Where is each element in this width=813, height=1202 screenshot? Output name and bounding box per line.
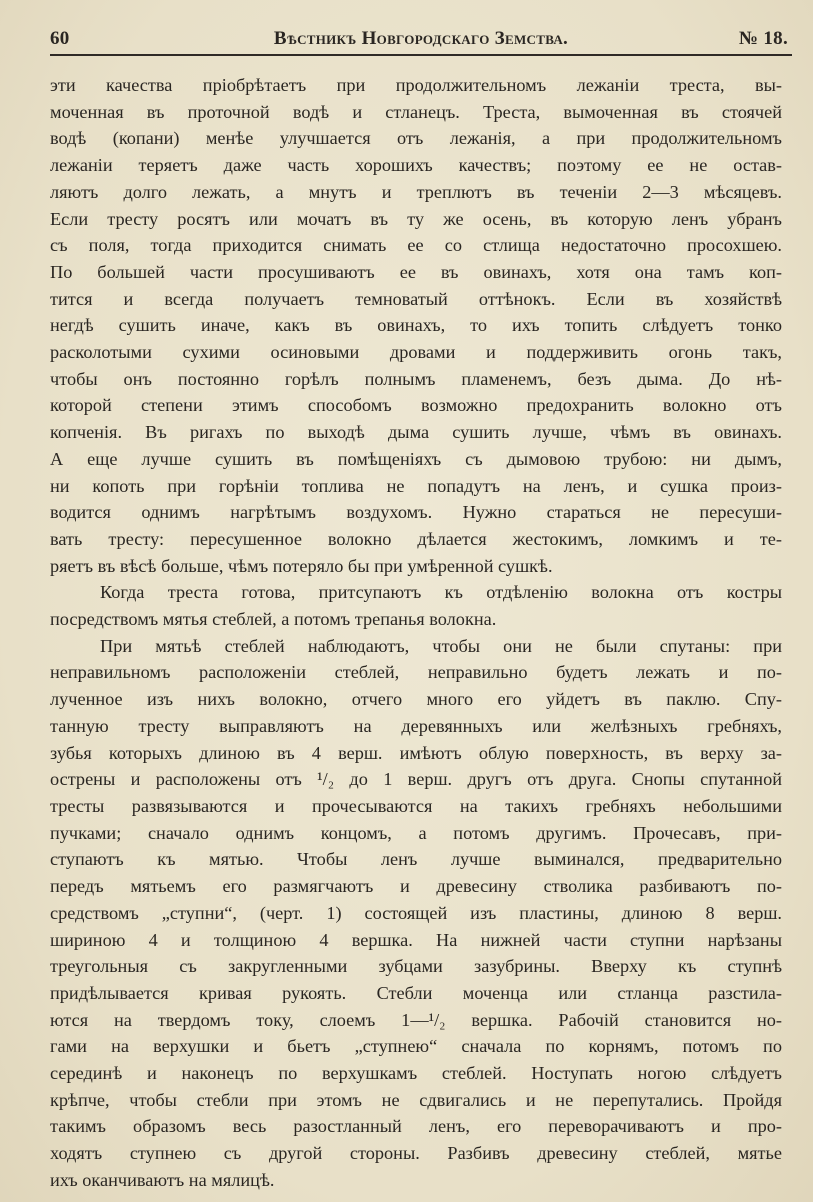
text-line: При мятьѣ стеблей наблюдаютъ, чтобы они не были спутаны: при bbox=[100, 635, 782, 656]
text-line: негдѣ сушить иначе, какъ въ овинахъ, то ихъ топить слѣдуетъ тонко bbox=[50, 315, 782, 336]
text-line: чтобы онъ постоянно горѣлъ полнымъ пламенемъ, безъ дыма. До нѣ- bbox=[50, 368, 782, 389]
text-line: передъ мятьемъ его размягчаютъ и древесину стволика разбиваютъ по- bbox=[50, 876, 782, 897]
text-line: водѣ (копани) менѣе улучшается отъ лежанія, а при продолжительномъ bbox=[50, 128, 782, 149]
text-line: неправильномъ расположеніи стеблей, неправильно будетъ лежать и по- bbox=[50, 662, 782, 683]
text-line: ляютъ долго лежать, а мнутъ и треплютъ въ теченіи 2—3 мѣсяцевъ. bbox=[50, 181, 782, 202]
text-line: лежаніи теряетъ даже часть хорошихъ качествъ; поэтому ее не остав- bbox=[50, 155, 782, 176]
text-line: серединѣ и наконецъ по верхушкамъ стеблей. Ноступать ногою слѣдуетъ bbox=[50, 1063, 782, 1084]
text-line: зубья которыхъ длиною въ 4 верш. имѣютъ облую поверхность, въ верху за- bbox=[50, 742, 782, 763]
text-line: придѣлывается кривая рукоять. Стебли моченца или стланца разстила- bbox=[50, 982, 782, 1003]
text-line: ступаютъ къ мятью. Чтобы ленъ лучше выминался, предварительно bbox=[50, 849, 782, 870]
text-line: треугольныя съ закругленными зубцами зазубрины. Вверху къ ступнѣ bbox=[50, 956, 782, 977]
text-line: гами на верхушки и бьетъ „ступнею“ сначала по корнямъ, потомъ по bbox=[50, 1036, 782, 1057]
article-body bbox=[50, 72, 782, 1194]
journal-title: Вѣстникъ Новгородскаго Земства. bbox=[273, 28, 569, 49]
text-line: танную тресту выправляютъ на деревянныхъ или желѣзныхъ гребняхъ, bbox=[50, 715, 782, 736]
text-line: Если тресту росятъ или мочатъ въ ту же осень, въ которую ленъ убранъ bbox=[50, 208, 782, 229]
text-line: копченія. Въ ригахъ по выходѣ дыма сушить лучше, чѣмъ въ овинахъ. bbox=[50, 422, 782, 443]
text-line: средствомъ „ступни“, (черт. 1) состоящей изъ пластины, длиною 8 верш. bbox=[50, 902, 782, 923]
text-line: ходятъ ступнею съ другой стороны. Разбивъ древесину стеблей, мятье bbox=[50, 1143, 782, 1164]
text-line: ихъ оканчиваютъ на мялицѣ. bbox=[50, 1169, 275, 1190]
text-line: такимъ образомъ весь разостланный ленъ, его переворачиваютъ и про- bbox=[50, 1116, 782, 1137]
text-line: Когда треста готова, притсупаютъ къ отдѣленію волокна отъ костры bbox=[100, 582, 782, 603]
text-line: эти качества пріобрѣтаетъ при продолжительномъ лежаніи треста, вы- bbox=[50, 75, 782, 95]
running-header bbox=[50, 26, 792, 56]
text-line: тится и всегда получаетъ темноватый оттѣнокъ. Если въ хозяйствѣ bbox=[50, 288, 782, 309]
page-number: 60 bbox=[50, 28, 70, 49]
text-line: пучками; сначало однимъ концомъ, а потомъ другимъ. Прочесавъ, при- bbox=[50, 822, 782, 843]
text-line: лученное изъ нихъ волокно, отчего много его уйдетъ въ паклю. Спу- bbox=[50, 689, 782, 710]
text-line: тресты развязываются и прочесываются на такихъ гребняхъ небольшими bbox=[50, 795, 782, 816]
text-line: съ поля, тогда приходится снимать ее со стлища недостаточно просохшею. bbox=[50, 235, 782, 256]
header-divider bbox=[50, 54, 792, 56]
text-line: А еще лучше сушить въ помѣщеніяхъ съ дымовою трубою: ни дымъ, bbox=[50, 448, 782, 469]
text-line: крѣпче, чтобы стебли при этомъ не сдвигались и не перепутались. Пройдя bbox=[50, 1089, 782, 1110]
text-line: шириною 4 и толщиною 4 вершка. На нижней части ступни нарѣзаны bbox=[50, 929, 782, 950]
text-line: вать тресту: пересушенное волокно дѣлается жестокимъ, ломкимъ и те- bbox=[50, 528, 782, 549]
text-line: расколотыми сухими осиновыми дровами и поддерживить огонь такъ, bbox=[50, 342, 782, 363]
text-line: острены и расположены отъ ¹/₂ до 1 верш. другъ отъ друга. Снопы спутанной bbox=[50, 769, 782, 790]
text-line: ни копоть при горѣніи топлива не попадутъ на ленъ, и сушка произ- bbox=[50, 475, 782, 496]
text-line: ются на твердомъ току, слоемъ 1—¹/₂ вершка. Рабочій становится но- bbox=[50, 1009, 782, 1030]
text-line: По большей части просушиваютъ ее въ овинахъ, хотя она тамъ коп- bbox=[50, 261, 782, 282]
text-line: моченная въ проточной водѣ и стланецъ. Треста, вымоченная въ стоячей bbox=[50, 101, 782, 122]
text-line: посредствомъ мятья стеблей, а потомъ трепанья волокна. bbox=[50, 609, 497, 630]
issue-number: № 18. bbox=[738, 28, 788, 49]
text-line: которой степени этимъ способомъ возможно предохранить волокно отъ bbox=[50, 395, 782, 416]
text-line: ряетъ въ вѣсѣ больше, чѣмъ потеряло бы при умѣренной сушкѣ. bbox=[50, 555, 553, 576]
text-line: водится однимъ нагрѣтымъ воздухомъ. Нужно стараться не пересуши- bbox=[50, 502, 782, 523]
